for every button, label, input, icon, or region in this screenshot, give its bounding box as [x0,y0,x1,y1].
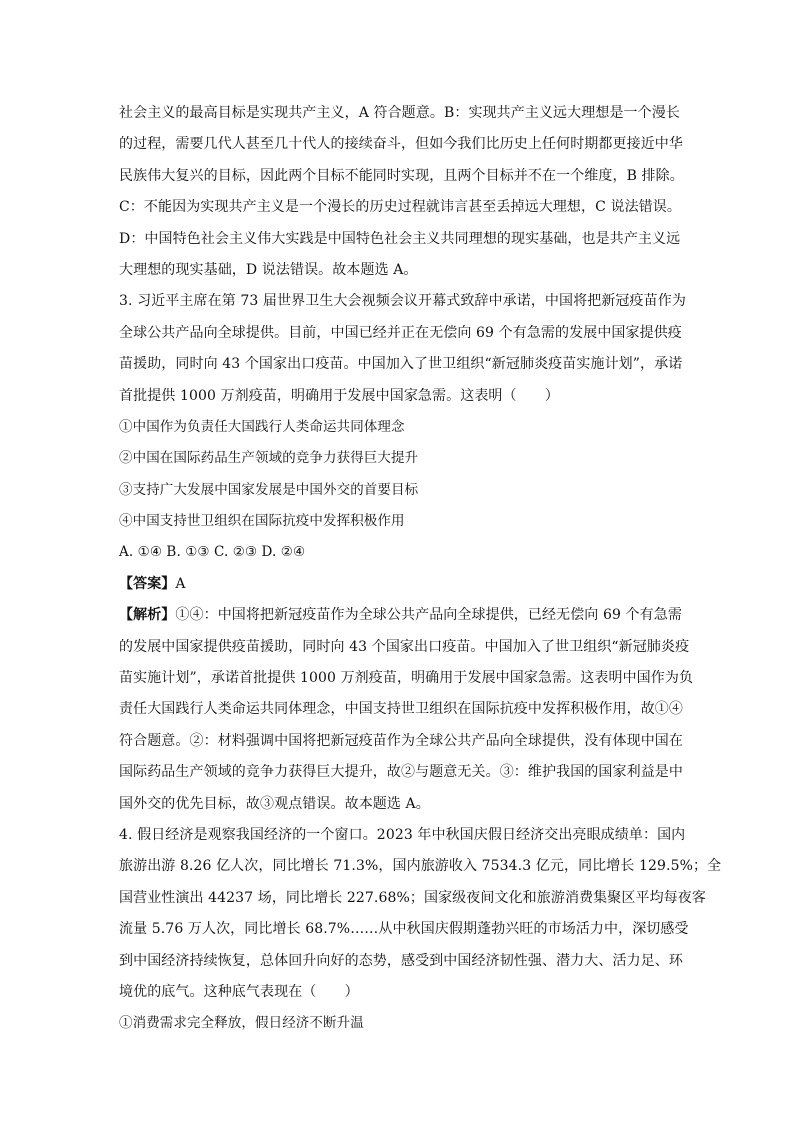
question-stem-line: 苗援助，同时向 43 个国家出口疫苗。中国加入了世卫组织“新冠肺炎疫苗实施计划”，承诺 [119,356,683,373]
analysis-line: 符合题意。②：材料强调中国将把新冠疫苗作为全球公共产品向全球提供，没有体现中国在 [119,732,683,749]
question-stem-line: 境优的底气。这种底气表现在（ ） [119,983,359,1000]
question-stem-line: 国营业性演出 44237 场，同比增长 227.68%；国家级夜间文化和旅游消费集聚区平均每夜客 [119,889,706,906]
analysis-line [119,603,691,634]
text-line: 民族伟大复兴的目标，因此两个目标不能同时实现，且两个目标并不在一个维度，B 排除。 [119,167,684,184]
question-stem-line: 到中国经济持续恢复，总体回升向好的态势，感受到中国经济韧性强、潜力大、活力足、环 [119,952,683,969]
analysis-line: 国外交的优先目标，故③观点错误。故本题选 A。 [119,795,430,812]
page-content [119,101,722,1043]
question-stem-line: 3. 习近平主席在第 73 届世界卫生大会视频会议开幕式致辞中承诺，中国将把新冠疫苗作为 [119,293,686,310]
question-option: ①消费需求完全释放，假日经济不断升温 [119,1015,364,1032]
analysis-line: 责任大国践行人类命运共同体理念，中国支持世卫组织在国际抗疫中发挥积极作用，故①④ [119,701,683,718]
question-option: ③支持广大发展中国家发展是中国外交的首要目标 [119,481,419,498]
analysis-text: ①④：中国将把新冠疫苗作为全球公共产品向全球提供，已经无偿向 69 个有急需 [175,607,682,624]
analysis-line: 的发展中国家提供疫苗援助，同时向 43 个国家出口疫苗。中国加入了世卫组织“新冠肺炎疫 [119,638,690,655]
text-line: D：中国特色社会主义伟大实践是中国特色社会主义共同理想的现实基础，也是共产主义远 [119,230,681,247]
question-option: ②中国在国际药品生产领域的竞争力获得巨大提升 [119,450,419,467]
question-stem-line: 全球公共产品向全球提供。目前，中国已经并正在无偿向 69 个有急需的发展中国家提供疫 [119,324,682,341]
analysis-label: 【解析】 [119,607,176,624]
question-stem-line: 首批提供 1000 万剂疫苗，明确用于发展中国家急需。这表明（ ） [119,387,559,404]
answer-choices: A. ①④ B. ①③ C. ②③ D. ②④ [119,544,306,561]
text-line: C：不能因为实现共产主义是一个漫长的历史过程就讳言甚至丢掉远大理想，C 说法错误。 [119,199,681,216]
text-line: 社会主义的最高目标是实现共产主义，A 符合题意。B：实现共产主义远大理想是一个漫长 [119,105,680,121]
answer-line [119,572,691,603]
question-stem-line: 旅游出游 8.26 亿人次，同比增长 71.3%，国内旅游收入 7534.3 亿元，同比增长 129.5%；全 [119,858,722,875]
answer-label: 【答案】 [119,575,176,592]
text-line: 的过程，需要几代人甚至几十代人的接续奋斗，但如今我们比历史上任何时期都更接近中华 [119,136,683,153]
answer-value: A [175,575,186,592]
analysis-line: 国际药品生产领域的竞争力获得巨大提升，故②与题意无关。③：维护我国的国家利益是中 [119,764,683,781]
text-line: 大理想的现实基础，D 说法错误。故本题选 A。 [119,261,418,278]
question-option: ①中国作为负责任大国践行人类命运共同体理念 [119,418,405,435]
analysis-line: 苗实施计划”，承诺首批提供 1000 万剂疫苗，明确用于发展中国家急需。这表明中国作为负 [119,670,694,687]
question-option: ④中国支持世卫组织在国际抗疫中发挥积极作用 [119,513,405,530]
question-stem-line: 流量 5.76 万人次，同比增长 68.7%……从中秋国庆假期蓬勃兴旺的市场活力中，深切感受 [119,921,689,938]
question-stem-line: 4. 假日经济是观察我国经济的一个窗口。2023 年中秋国庆假日经济交出亮眼成绩单：国内 [119,826,686,843]
